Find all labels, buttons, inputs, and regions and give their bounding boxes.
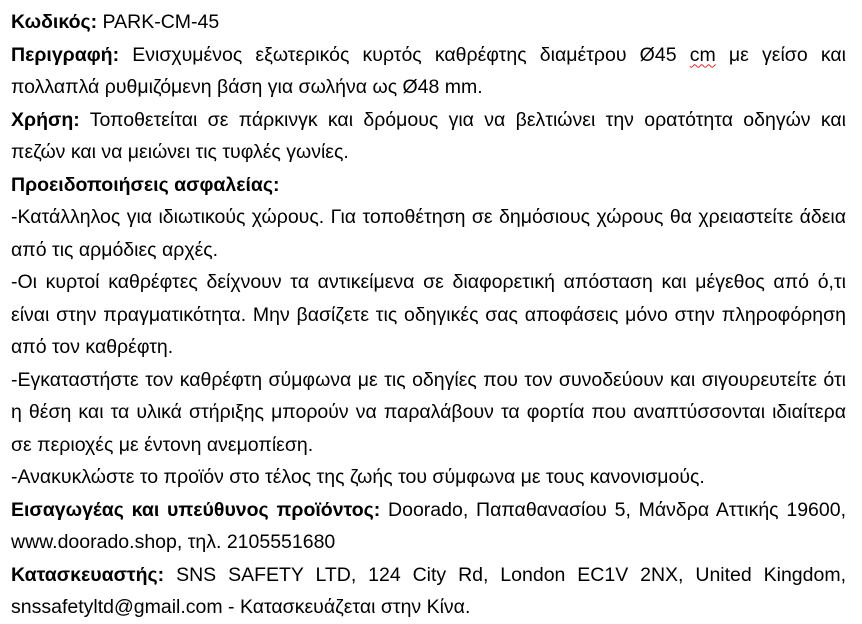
product-code-label: Κωδικός: bbox=[11, 11, 98, 33]
product-code-value: PARK-CM-45 bbox=[102, 11, 220, 33]
warning-item: -Κατάλληλος για ιδιωτικούς χώρους. Για τοποθέτηση σε δημόσιους χώρους θα χρειαστείτε άδεια από τις αρμόδιες αρχές. bbox=[11, 206, 846, 261]
description-paragraph bbox=[11, 39, 846, 104]
usage-paragraph bbox=[11, 104, 846, 169]
manufacturer-text: SNS SAFETY LTD, 124 City Rd, London EC1V 2NX, United Kingdom, snssafetyltd@gmail.com - Κατασκευάζεται στην Κίνα. bbox=[11, 563, 846, 618]
warning-item: -Εγκαταστήστε τον καθρέφτη σύμφωνα με τις οδηγίες που τον συνοδεύουν και σιγουρευτείτε ότι η θέση και τα υλικά στήριξης μπορούν να παραλάβουν τα φορτία που αναπτύσσονται ιδιαίτερα σε περιοχές με έντονη ανεμοπίεση. bbox=[11, 368, 846, 456]
usage-label: Χρήση: bbox=[11, 108, 80, 131]
spellcheck-flagged-word[interactable]: cm bbox=[689, 43, 716, 66]
importer-text: Doorado, Παπαθανασίου 5, Μάνδρα Αττικής 19600, www.doorado.shop, τηλ. 2105551680 bbox=[11, 498, 846, 553]
safety-warnings-heading: Προειδοποιήσεις ασφαλείας: bbox=[11, 173, 280, 196]
importer-paragraph bbox=[11, 494, 846, 559]
product-code-line bbox=[11, 6, 846, 39]
description-label: Περιγραφή: bbox=[11, 43, 120, 66]
description-text-after: με γείσο και πολλαπλά ρυθμιζόμενη βάση για σωλήνα ως Ø48 mm. bbox=[11, 43, 846, 98]
usage-text: Τοποθετείται σε πάρκινγκ και δρόμους για να βελτιώνει την ορατότητα οδηγών και πεζών και να μειώνει τις τυφλές γωνίες. bbox=[11, 108, 846, 163]
description-text-before: Ενισχυμένος εξωτερικός κυρτός καθρέφτης διαμέτρου Ø45 bbox=[132, 43, 690, 66]
manufacturer-paragraph bbox=[11, 559, 846, 624]
warning-item: -Οι κυρτοί καθρέφτες δείχνουν τα αντικείμενα σε διαφορετική απόσταση και μέγεθος από ό,τι είναι στην πραγματικότητα. Μην βασίζετε τις οδηγικές σας αποφάσεις μόνο στην πληροφόρηση από τον καθρέφτη. bbox=[11, 271, 846, 358]
importer-label: Εισαγωγέας και υπεύθυνος προϊόντος: bbox=[11, 498, 381, 521]
warning-item: -Ανακυκλώστε το προϊόν στο τέλος της ζωής του σύμφωνα με τους κανονισμούς. bbox=[11, 466, 705, 488]
manufacturer-label: Κατασκευαστής: bbox=[11, 563, 165, 586]
